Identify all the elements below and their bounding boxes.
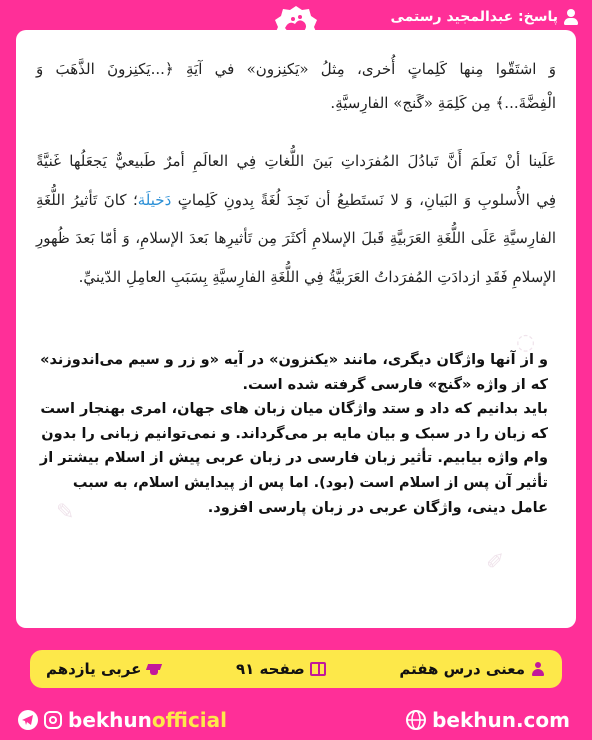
instagram-icon[interactable] <box>44 711 62 729</box>
teacher-icon <box>530 662 546 676</box>
footer <box>0 700 592 740</box>
globe-icon <box>406 710 426 730</box>
arabic-line: الإسلامِ فَقَدِ ازدادَتِ المُفرَداتُ العَرَبيَّةُ فِي اللُّغَةِ الفارِسيَّةِ بِسَبَبِ العامِلِ الدّينيِّ. <box>78 267 556 286</box>
doodle-icon: ◌ <box>516 330 536 355</box>
arabic-paragraph-2 <box>16 142 576 296</box>
book-icon <box>310 662 326 676</box>
translation-line: که از واژه «گنج» فارسی گرفته شده است. <box>242 376 548 393</box>
lesson-label <box>399 660 546 678</box>
page-text: صفحه ۹۱ <box>236 660 305 678</box>
doodle-icon: ✎ <box>56 500 75 525</box>
graduation-cap-icon <box>146 662 162 676</box>
arabic-line <box>36 181 556 220</box>
persian-translation <box>16 348 576 520</box>
translation-line: باید بدانیم که داد و ستد واژگان میان زبان های جهان، امری بهنجار است <box>40 401 548 418</box>
translation-line: وام واژه بیابیم. تأثیر زبان فارسی در زبان عربی پیش از اسلام بیشتر از <box>39 450 548 467</box>
translation-line: عامل دینی، واژگان عربی در زبان پارسی افزود. <box>207 499 548 516</box>
highlighted-word: دَخيلَة <box>137 190 172 209</box>
answer-header <box>390 6 578 28</box>
doodle-icon: ✐ <box>486 550 505 575</box>
lesson-text: معنی درس هفتم <box>399 660 525 678</box>
arabic-line: الفارِسيَّةِ عَلَى اللُّغَةِ العَرَبيَّةِ قَبلَ الإسلامِ أكثَرَ مِن تَأثيرِها بَعدَ الإسلامِ، وَ أمّا بَعدَ ظُهورِ <box>36 229 556 247</box>
translation-line: که زبان را در سبک و بیان مایه بر می‌گرداند. و نمی‌توانیم زبانی را بدون <box>41 425 548 442</box>
translation-line: و از آنها واژگان دیگری، مانند «يكنزون» در آيه «و زر و سیم می‌اندوزند» <box>40 352 548 368</box>
arabic-line: الْفِضَّةَ...﴾ مِن كَلِمَةِ «گَنج» الفارِسيَّةِ. <box>330 94 556 112</box>
social-handle-text: bekhunofficial <box>68 708 228 732</box>
arabic-line: وَ اشتَقّوا مِنها كَلِماتٍ أُخرى، مِثلُ «يَكنِزون» في آيَةِ ﴿...يَكنِزونَ الذَّهَبَ وَ <box>36 60 556 78</box>
page-label <box>236 660 326 678</box>
arabic-text-segment: فِي الأُسلوبِ وَ البَيانِ، وَ لا نَستَطيعُ أن نَجِدَ لُغَةً بِدونِ كَلِماتٍ <box>177 190 556 209</box>
book-text: عربی یازدهم <box>46 660 142 678</box>
content-card <box>16 30 576 628</box>
answer-author-label: پاسخ: عبدالمجید رستمی <box>390 9 558 25</box>
translation-line: تأثیر آن پس از اسلام است (بود). اما پس از پیدایش اسلام، به سبب <box>72 474 548 491</box>
social-handle[interactable] <box>18 708 227 732</box>
website-link[interactable] <box>406 708 570 732</box>
book-label <box>46 660 162 678</box>
arabic-text-segment: ؛ كانَ تَأثيرُ اللُّغَةِ <box>36 190 138 209</box>
website-text: bekhun.com <box>432 708 570 732</box>
lesson-info-bar <box>30 650 562 688</box>
user-icon <box>564 9 578 25</box>
arabic-line: عَلَينا أنْ نَعلَمَ أَنَّ تَبادُلَ المُفرَداتِ بَينَ اللُّغاتِ فِي العالَمِ أمرٌ طَبيعيٌّ يَجعَلُها غَنيَّةً <box>36 152 556 170</box>
arabic-paragraph-1 <box>16 52 576 120</box>
telegram-icon[interactable] <box>18 710 38 730</box>
